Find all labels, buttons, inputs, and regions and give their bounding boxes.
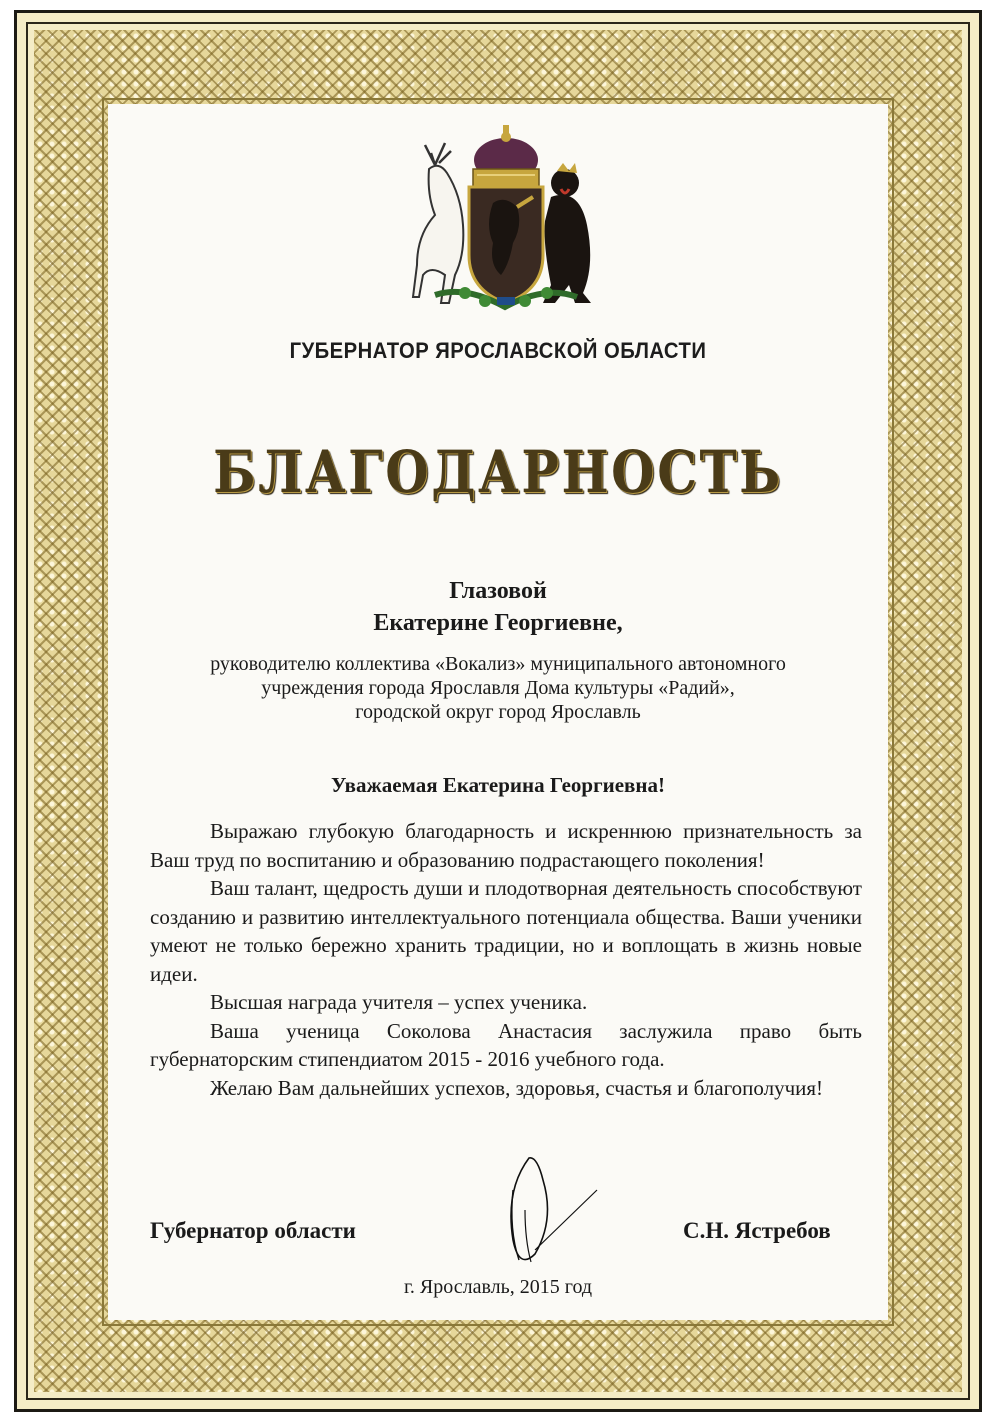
shield-icon [469,187,543,303]
issuing-authority: ГУБЕРНАТОР ЯРОСЛАВСКОЙ ОБЛАСТИ [289,338,707,363]
recipient-position-line: руководителю коллектива «Вокализ» муниципального автономного [210,653,786,675]
crown-icon [473,125,539,187]
bear-supporter-icon [543,163,591,303]
deer-supporter-icon [413,143,463,303]
signatory-name: С.Н. Ястребов [683,1218,831,1243]
handwritten-signature-icon [495,1150,605,1275]
body-paragraph: Ваш талант, щедрость души и плодотворная деятельность способствуют созданию и развитию интеллектуального потенциала общества. Ваши ученики умеют не только бережно хранить традиции, но и воплощать в жизнь новые идеи. [150,876,862,986]
body-paragraph: Ваша ученица Соколова Анастасия заслужила право быть губернаторским стипендиатом 2015 - 2016 учебного года. [150,1018,862,1071]
coat-of-arms-icon [405,125,605,315]
signatory-title: Губернатор области [150,1218,356,1243]
body-paragraph: Выражаю глубокую благодарность и искреннюю признательность за Ваш труд по воспитанию и образованию подрастающего поколения! [150,819,862,872]
letter-body [150,817,862,1102]
recipient-position-line: городской округ город Ярославль [355,701,641,723]
recipient-surname: Глазовой [449,578,547,604]
recipient-name: Екатерине Георгиевне, [373,610,623,636]
place-and-date: г. Ярославль, 2015 год [403,1276,593,1298]
salutation: Уважаемая Екатерина Георгиевна! [330,773,665,797]
document-title: БЛАГОДАРНОСТЬ [213,438,783,506]
body-paragraph: Высшая награда учителя – успех ученика. [210,990,588,1014]
recipient-position-line: учреждения города Ярославля Дома культуры «Радий», [261,677,735,699]
body-paragraph: Желаю Вам дальнейших успехов, здоровья, счастья и благополучия! [210,1075,824,1100]
